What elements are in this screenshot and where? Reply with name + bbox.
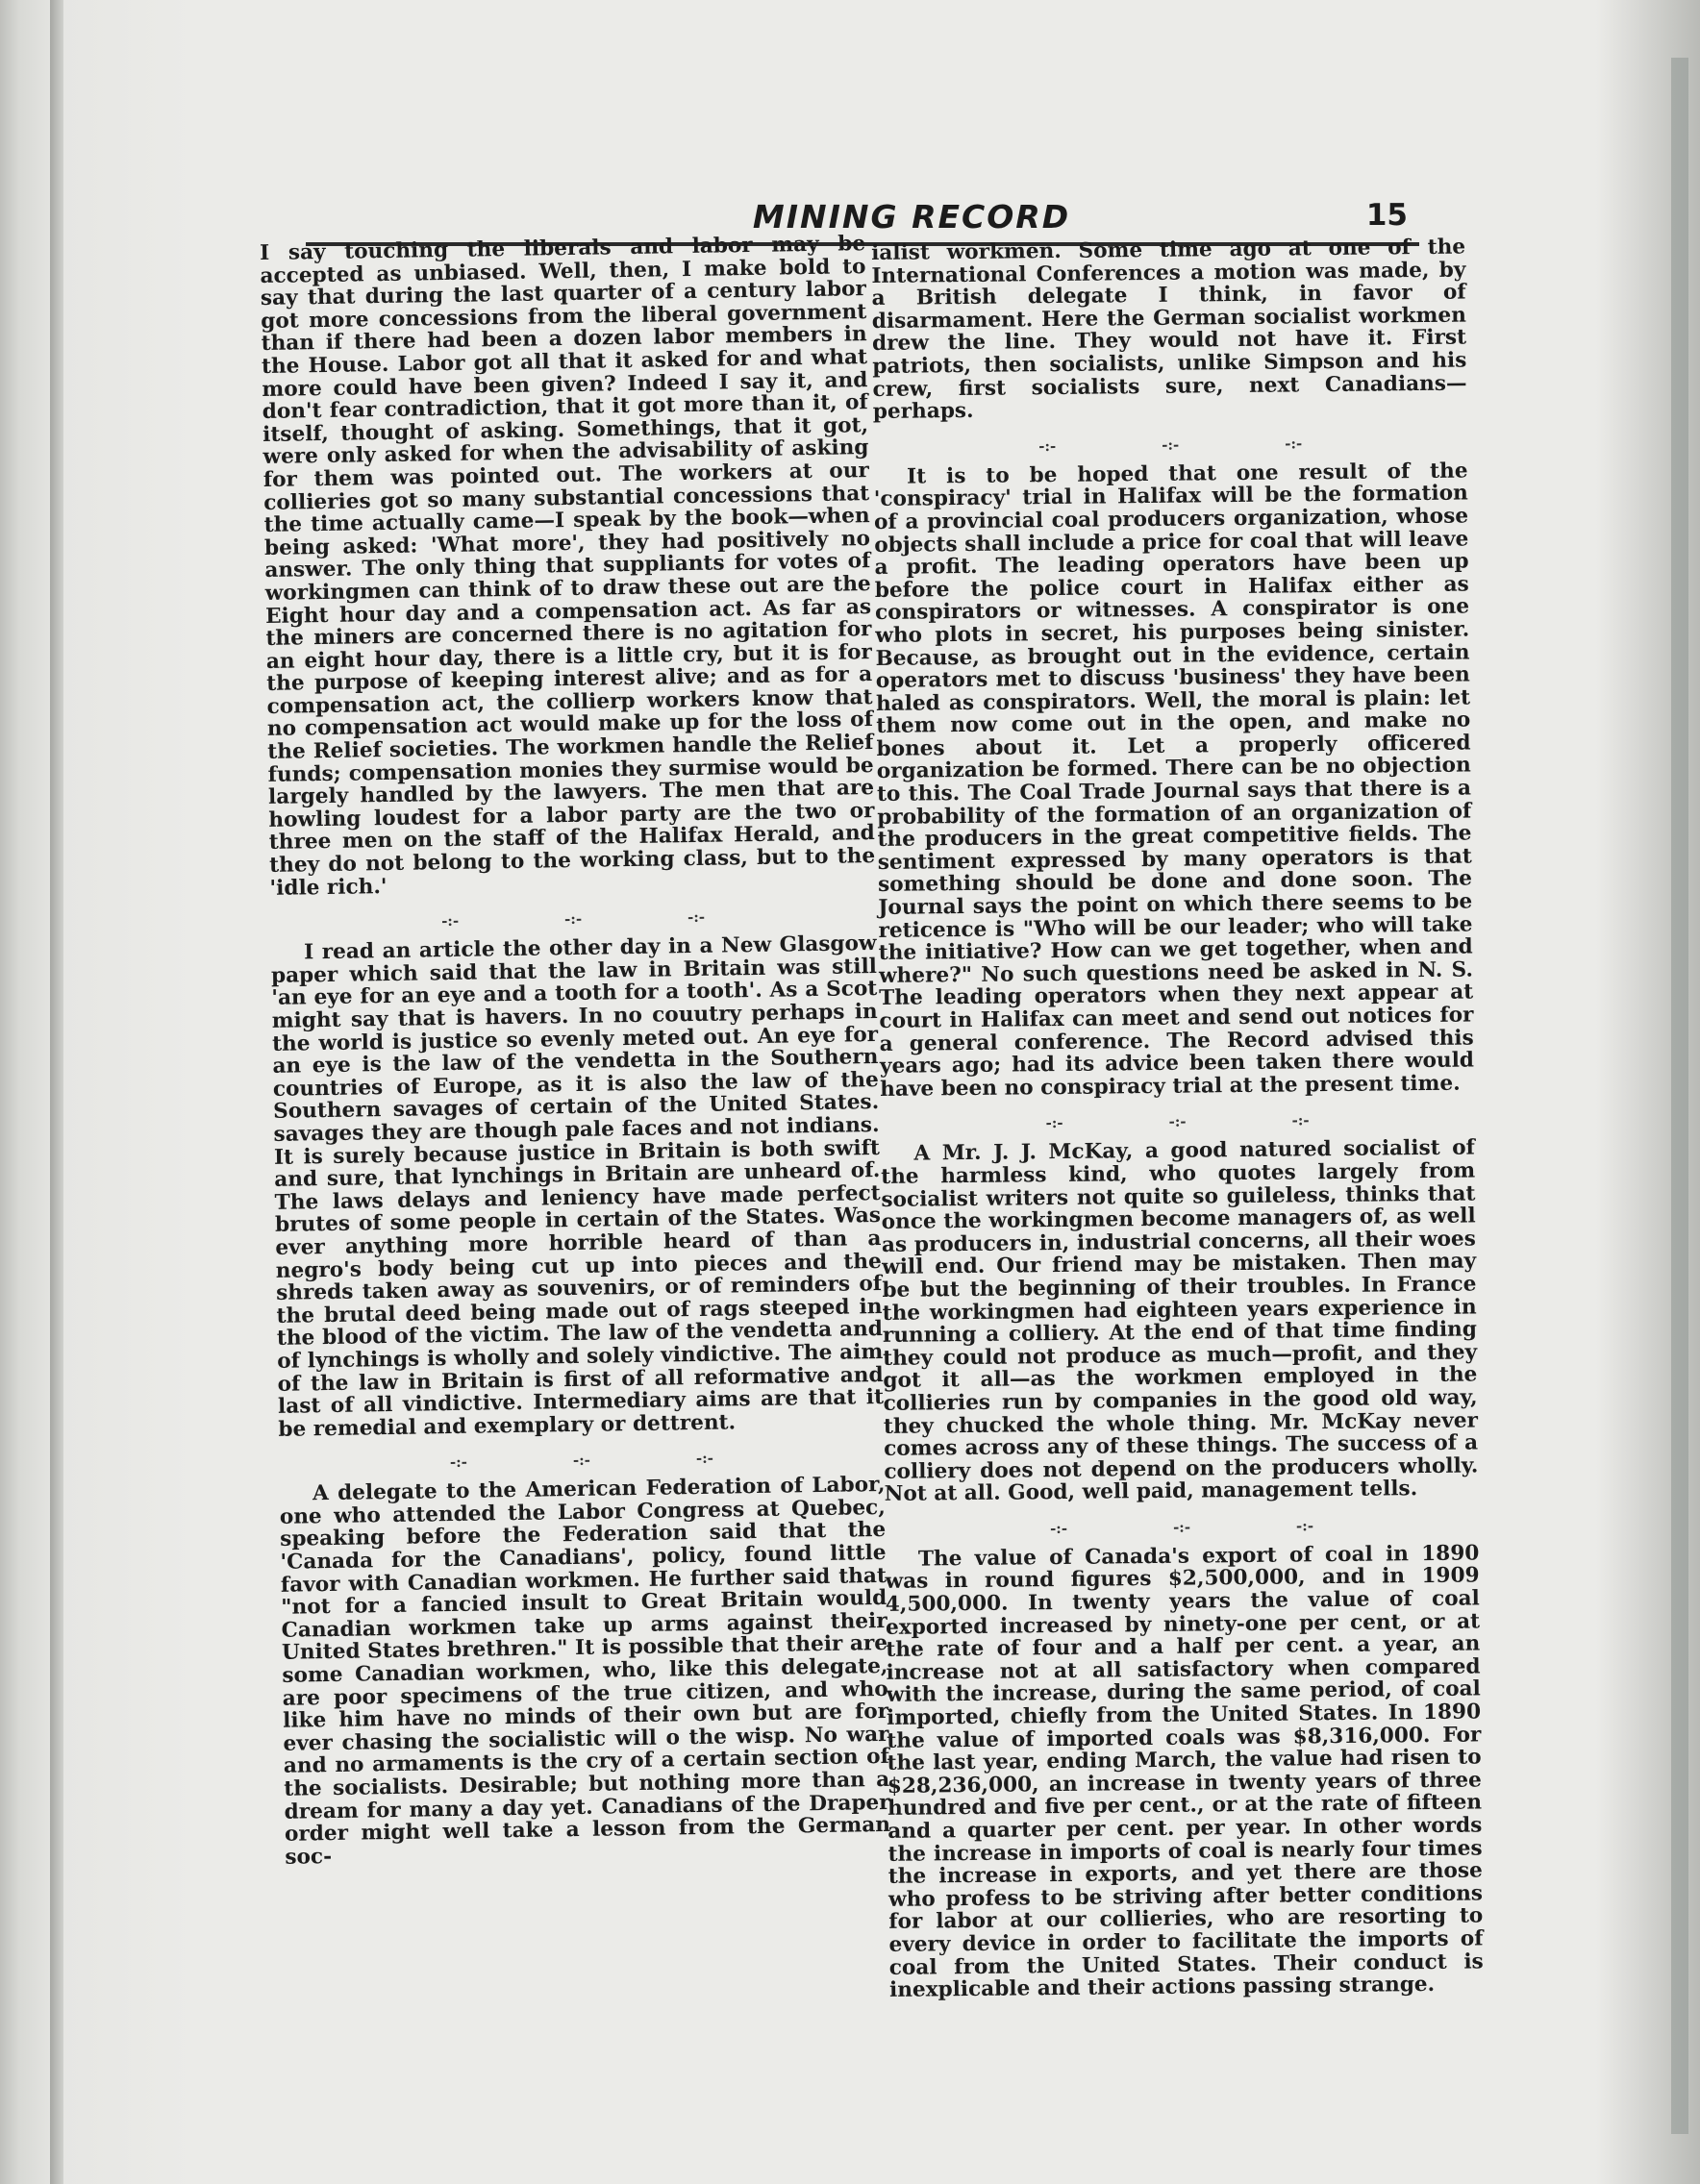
separator-mark: -:-: [1162, 435, 1180, 454]
separator-mark: -:-: [563, 910, 583, 929]
page-number: 15: [1365, 198, 1408, 233]
separator-mark: -:-: [449, 1453, 468, 1472]
section-separator: [881, 1108, 1475, 1135]
section-separator: [279, 1445, 885, 1476]
article-paragraph: It is to be hoped that one result of the 'conspiracy' trial in Halifax will be the formation of a provincial coal producers organization, whose objects shall include a price for coal that will leave a profit. The leading operators have been up before the police court in Halifax either as conspirators or witnesses. A conspirator is one who plots in secret, his purposes being sinister. Because, as brought out in the evidence, certain operators met to discuss 'business' they have been haled as conspirators. Well, the moral is plain: let them now come out in the open, and make no bones about it. Let a properly officered organization be formed. There can be no objection to this. The Coal Trade Journal says that there is a probability of the formation of an organization of the producers in the great competitive fields. The sentiment expressed by many operators is that something should be done and done soon. The Journal says the point on which there seems to be reticence is "Who will be our leader; who will take the initiative? How can we get together, when and where?" No such questions need be asked in N. S. The leading operators when they next appear at court in Halifax can meet and send out notices for a general conference. The Record advised this years ago; had its advice been taken there would have been no conspiracy trial at the present time.: [873, 459, 1475, 1102]
separator-mark: -:-: [1038, 436, 1057, 455]
separator-mark: -:-: [1285, 434, 1303, 453]
article-paragraph: The value of Canada's export of coal in 1890 was in round figures $2,500,000, and in 1909 4,500,000. In twenty years the value of coal exported increased by ninety-one per cent, or at the rate of four and a half per cent. a year, an increase not at all satisfactory when compared with the increase, during the same period, of coal imported, chiefly from the United States. In 1890 the value of imported coals was $8,316,000. For the last year, ending March, the value had risen to $28,236,000, an increase in twenty years of three hundred and five per cent., or at the rate of fifteen and a quarter per cent. per year. In other words the increase in imports of coal is nearly four times the increase in exports, and yet there are those who profess to be striving after better conditions for labor at our collieries, who are resorting to every device in order to facilitate the imports of coal from the United States. Their conduct is inexplicable and their actions passing strange.: [885, 1541, 1484, 2003]
separator-mark: -:-: [1045, 1114, 1063, 1132]
section-separator: [873, 431, 1467, 458]
section-separator: [270, 904, 876, 934]
article-paragraph: I read an article the other day in a New Glasgow paper which said that the law in Britain was still 'an eye for an eye and a tooth for a tooth'. As a Scot might say that is havers. In no couutry perhaps in the world is justice so evenly meted out. An eye for an eye is the law of the vendetta in the Southern countries of Europe, as it is also the law of the Southern savages of certain of the United States. savages they are though pale faces and not indians. It is surely because justice in Britain is both swift and sure, that lynchings in Britain are unheard of. The laws delays and leniency have made perfect brutes of some people in certain of the States. Was ever anything more horrible heard of than a negro's body being cut up into pieces and the shreds taken away as souvenirs, or of reminders of the brutal deed being made out of rags steeped in the blood of the victim. The law of the vendetta and of lynchings is wholly and solely vindictive. The aim of the law in Britain is first of all reformative and last of all vindictive. Intermediary aims are that it be remedial and exemplary or dettrent.: [270, 931, 885, 1442]
article-paragraph: I say touching the liberals and labor may be accepted as unbiased. Well, then, I make bold to say that during the last quarter of a century labor got more concessions from the liberal government than if there had been a dozen labor members in the House. Labor got all that it asked for and what more could have been given? Indeed I say it, and don't fear contradiction, that it got more than it, of itself, thought of asking. Somethings, that it got, were only asked for when the advisability of asking for them was pointed out. The workers at our collieries got so many substantial concessions that the time actually came—I speak by the book—when being asked: 'What more', they had positively no answer. The only thing that suppliants for votes of workingmen can think of to draw these out are the Eight hour day and a compensation act. As far as the miners are concerned there is no agitation for an eight hour day, there is a little cry, but it is for the purpose of keeping interest alive; and as for a compensation act, the collierp workers know that no compensation act would make up for the loss of the Relief societies. The workmen handle the Relief funds; compensation monies they surmise would be largely handled by the lawyers. The men that are howling loudest for a labor party are the two or three men on the staff of the Halifax Herald, and they do not belong to the working class, but to the 'idle rich.': [259, 232, 876, 901]
separator-mark: -:-: [440, 912, 460, 931]
separator-mark: -:-: [687, 908, 706, 927]
section-separator: [885, 1513, 1479, 1540]
separator-mark: -:-: [695, 1450, 714, 1468]
separator-mark: -:-: [572, 1452, 591, 1470]
separator-mark: -:-: [1172, 1518, 1191, 1536]
article-paragraph: A delegate to the American Federation of Labor, one who attended the Labor Congress at Quebec, speaking before the Federation said that the 'Canada for the Canadians', policy, found little favor with Canadian workmen. He further said that "not for a fancied insult to Great Britain would Canadian workmen take up arms against their United States brethren." It is possible that their are some Canadian workmen, who, like this delegate, are poor specimens of the true citizen, and who like him have no minds of their own but are for ever chasing the socialistic will o the wisp. No war and no armaments is the cry of a certain section of the socialists. Desirable; but nothing more than a dream for many a day yet. Canadians of the Draper order might well take a lesson from the German soc-: [279, 1473, 891, 1870]
separator-mark: -:-: [1168, 1112, 1187, 1131]
article-paragraph: A Mr. J. J. McKay, a good natured socialist of the harmless kind, who quotes largely from socialist writers not quite so guileless, thinks that once the workingmen become managers of, as well as producers in, industrial concerns, all their woes will end. Our friend may be mistaken. Then may be but the beginning of their troubles. In France the workingmen had eighteen years experience in running a colliery. At the end of that time finding they could not produce as much—profit, and they got it all—as the workmen employed in the collieries run by companies in the good old way, they chucked the whole thing. Mr. McKay never comes across any of these things. The success of a colliery does not depend on the producers wholly. Not at all. Good, well paid, management tells.: [881, 1135, 1479, 1507]
right-column: [871, 236, 1484, 2002]
article-paragraph: ialist workmen. Some time ago at one of the International Conferences a motion was made, by a British delegate I think, in favor of disarmament. Here the German socialist workmen drew the line. They would not have it. First patriots, then socialists, unlike Simpson and his crew, first socialists sure, next Canadians—perhaps.: [870, 235, 1467, 425]
separator-mark: -:-: [1291, 1111, 1310, 1129]
left-column: [260, 233, 891, 1869]
separator-mark: -:-: [1295, 1517, 1314, 1535]
page-edge: [1671, 58, 1688, 2134]
binding-gutter: [50, 0, 63, 2184]
separator-mark: -:-: [1049, 1519, 1068, 1537]
running-title: MINING RECORD: [752, 198, 1071, 236]
